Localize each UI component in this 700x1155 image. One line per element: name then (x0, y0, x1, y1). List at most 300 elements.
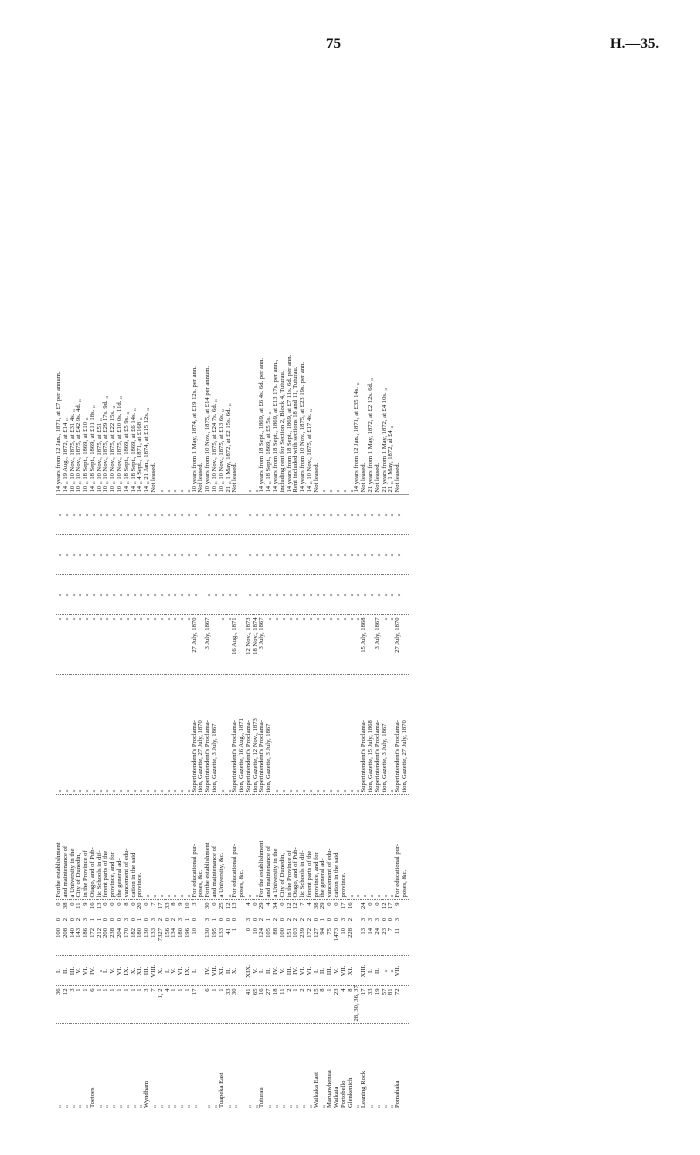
cell-purpose: Forthe establishment (56, 795, 63, 900)
cell-locality: „ (95, 1105, 103, 1108)
cell-block: VII. (212, 956, 219, 986)
cell-section: 8 (320, 986, 327, 1024)
cell-perches: 0 (210, 902, 218, 906)
cell-ditto-1: „ (97, 575, 104, 615)
cell-section: 1 (110, 986, 117, 1024)
cell-date: „ (273, 615, 280, 675)
cell-ditto-2: „ (334, 535, 341, 575)
cell-ditto-2 (402, 535, 409, 575)
cell-block: II. (226, 956, 233, 986)
table-row (402, 80, 409, 1110)
cell-perches: 34 (272, 902, 279, 910)
cell-ditto-3: „ (341, 495, 348, 535)
cell-lease-terms: 14 „ 19 Aug., 1872, at £14 „ (61, 418, 69, 493)
cell-date: 18 Nov., 1874 (253, 615, 260, 675)
cell-lease-terms: Not leased. (312, 462, 320, 493)
cell-lease-terms: „ (339, 489, 347, 493)
cell-block: VII. (395, 956, 402, 986)
cell-ditto-2: „ (219, 535, 226, 575)
cell-ditto-2: „ (192, 535, 199, 575)
cell-lease-terms: „ (170, 489, 178, 493)
cell-block: II. (375, 956, 382, 986)
cell-locality: „ (231, 1105, 239, 1108)
cell-lease-terms: including rent for Section 2, Block 4, Tuturau. (278, 370, 286, 493)
page-number: 75 (326, 36, 341, 52)
cell-roods: 3 (149, 918, 157, 922)
cell-acres: 0 (246, 926, 253, 956)
cell-perches: 38 (61, 902, 69, 910)
cell-ditto-1: „ (334, 575, 341, 615)
cell-lease-terms: „ (346, 489, 354, 493)
cell-locality: „ (116, 1105, 124, 1108)
cell-perches: 9 (82, 902, 90, 906)
cell-locality: „ (136, 1105, 144, 1108)
cell-roods: 3 (360, 918, 368, 922)
cell-ditto-2: „ (185, 535, 192, 575)
cell-ditto-2: „ (368, 535, 375, 575)
cell-ditto-1: „ (348, 575, 355, 615)
cell-lease-terms: 10 „ 10 Nov., 1875, at £10 0s. 11d. „ (116, 396, 124, 493)
cell-perches: 25 (217, 902, 225, 910)
cell-purpose: „ (226, 795, 233, 900)
cell-locality: Toetoes (88, 1087, 96, 1108)
cell-ditto-1: „ (131, 575, 138, 615)
cell-ditto-1: „ (137, 575, 144, 615)
cell-perches: 20 (136, 902, 144, 910)
cell-locality: „ (387, 1105, 395, 1108)
cell-acres: 88 (273, 926, 280, 956)
cell-perches: 0 (333, 902, 341, 906)
cell-ditto-3: „ (110, 495, 117, 535)
table-row (192, 80, 199, 1110)
cell-purpose: For the establishment (259, 795, 266, 900)
cell-date: 27 July, 1870 (192, 615, 199, 675)
cell-ditto-2: „ (293, 535, 300, 575)
cell-acres: 105 (266, 926, 273, 956)
cell-purpose: and maintenance of (266, 795, 273, 900)
cell-block: XI. (137, 956, 144, 986)
cell-roods: 0 (231, 918, 239, 922)
cell-locality (198, 1024, 205, 1110)
cell-locality: Maruawhenua (326, 1070, 334, 1108)
cell-roods: 3 (339, 918, 347, 922)
cell-purpose: the general ad- (117, 795, 124, 900)
cell-authority: „ (341, 675, 348, 795)
cell-date: „ (56, 615, 63, 675)
cell-ditto-3: „ (158, 495, 165, 535)
cell-locality: Waikaka East (312, 1072, 320, 1108)
cell-authority: „ (90, 675, 97, 795)
cell-locality: „ (55, 1105, 62, 1108)
cell-ditto-3: „ (300, 495, 307, 535)
cell-lease-terms: „ (163, 489, 171, 493)
cell-locality: „ (305, 1105, 313, 1108)
cell-authority: „ (131, 675, 138, 795)
cell-roods: 0 (163, 918, 171, 922)
cell-date: „ (226, 615, 233, 675)
cell-perches: 3 (190, 902, 198, 906)
cell-purpose: „ (354, 795, 361, 900)
cell-purpose: „ (375, 795, 382, 900)
cell-block: IX. (185, 956, 192, 986)
cell-date: „ (314, 615, 321, 675)
cell-date: „ (110, 615, 117, 675)
cell-ditto-3 (402, 495, 409, 535)
cell-section: 3 (70, 986, 77, 1024)
cell-block: IV. (273, 956, 280, 986)
cell-purpose: „ (171, 795, 178, 900)
cell-acres: 143 (76, 926, 83, 956)
cell-ditto-3: „ (144, 495, 151, 535)
cell-roods: 0 (224, 918, 232, 922)
cell-ditto-2: „ (171, 535, 178, 575)
cell-locality: „ (373, 1105, 381, 1108)
cell-ditto-2: „ (144, 535, 151, 575)
cell-purpose: „ (165, 795, 172, 900)
cell-ditto-3: „ (205, 495, 212, 535)
cell-acres: 13 (361, 926, 368, 956)
cell-ditto-1: „ (70, 575, 77, 615)
cell-authority: „ (117, 675, 124, 795)
cell-section: 1 (137, 986, 144, 1024)
cell-block: V. (334, 956, 341, 986)
cell-block: IV. (293, 956, 300, 986)
cell-ditto-2: „ (90, 535, 97, 575)
cell-perches: 0 (116, 902, 124, 906)
cell-ditto-3: „ (70, 495, 77, 535)
cell-acres: 156 (165, 926, 172, 956)
cell-date: „ (382, 615, 389, 675)
cell-lease-terms: „ (333, 489, 341, 493)
cell-purpose: a University in the (273, 795, 280, 900)
cell-acres: 170 (124, 926, 131, 956)
cell-ditto-3: „ (90, 495, 97, 535)
cell-ditto-1: „ (307, 575, 314, 615)
cell-locality: „ (292, 1105, 300, 1108)
cell-date: „ (144, 615, 151, 675)
cell-acres: 200 (103, 926, 110, 956)
cell-section: 4 (165, 986, 172, 1024)
cell-authority: „ (103, 675, 110, 795)
cell-block: VI. (178, 956, 185, 986)
cell-locality: „ (265, 1105, 273, 1108)
cell-locality: „ (177, 1105, 185, 1108)
cell-perches: 8 (170, 902, 178, 906)
cell-section: 1 (124, 986, 131, 1024)
cell-purpose: „ (361, 795, 368, 900)
cell-ditto-1: „ (273, 575, 280, 615)
cell-perches: 30 (204, 902, 212, 910)
cell-block: III. (327, 956, 334, 986)
cell-date: 3 July, 1867 (259, 615, 266, 675)
cell-authority: „ (165, 675, 172, 795)
cell-section: 19 (375, 986, 382, 1024)
cell-block: II. (63, 956, 70, 986)
cell-perches: 29 (258, 902, 266, 910)
cell-section: 7 (151, 986, 158, 1024)
cell-section: 8 (348, 986, 355, 1024)
cell-ditto-1: „ (124, 575, 131, 615)
cell-roods: 0 (190, 918, 198, 922)
cell-authority: „ (76, 675, 83, 795)
cell-purpose: a University in the (70, 795, 77, 900)
cell-acres: 212 (97, 926, 104, 956)
cell-section: 2 (300, 986, 307, 1024)
cell-authority: „ (185, 675, 192, 795)
cell-date: „ (165, 615, 172, 675)
cell-block: IX. (124, 956, 131, 986)
cell-authority: „ (226, 675, 233, 795)
cell-block: IV. (90, 956, 97, 986)
cell-ditto-3: „ (97, 495, 104, 535)
cell-block: III. (144, 956, 151, 986)
cell-ditto-2: „ (259, 535, 266, 575)
cell-ditto-3: „ (226, 495, 233, 535)
cell-ditto-2: „ (327, 535, 334, 575)
cell-section: 1 (212, 986, 219, 1024)
cell-roods (402, 916, 409, 926)
cell-purpose: poses, &c. (239, 795, 246, 900)
cell-authority: „ (144, 675, 151, 795)
cell-block: X. (158, 956, 165, 986)
cell-acres: 10 (192, 926, 199, 956)
cell-lease-terms: 21 years from 1 May, 1872, at £4 10s. „ (380, 387, 388, 493)
cell-lease-terms: 10 „ 10 Nov., 1875, at £13 6s. „ (217, 409, 225, 493)
cell-authority: Superintendent's Proclama- (361, 675, 368, 795)
cell-section: 4 (341, 986, 348, 1024)
cell-ditto-2: „ (341, 535, 348, 575)
cell-date: „ (219, 615, 226, 675)
cell-purpose: vancement of edu- (124, 795, 131, 900)
cell-ditto-3: „ (354, 495, 361, 535)
cell-ditto-3: „ (280, 495, 287, 535)
cell-ditto-3: „ (117, 495, 124, 535)
cell-block: VI. (300, 956, 307, 986)
cell-ditto-2: „ (395, 535, 402, 575)
cell-locality: Glenkenich (346, 1077, 354, 1108)
cell-ditto-2: „ (314, 535, 321, 575)
cell-ditto-1: „ (300, 575, 307, 615)
cell-authority: tion, Gazette, 27 July, 1870 (198, 675, 205, 795)
cell-acres: 41 (226, 926, 233, 956)
cell-lease-terms: 10 „ 10 Nov., 1875, at £29 17s. 9d. „ (102, 395, 110, 493)
cell-lease-terms: Not leased. (231, 462, 239, 493)
cell-purpose: For educational pur- (395, 795, 402, 900)
cell-ditto-1: „ (83, 575, 90, 615)
cell-perches: 29 (319, 902, 327, 910)
cell-ditto-2: „ (137, 535, 144, 575)
cell-perches: 12 (292, 902, 300, 910)
cell-perches: 0 (129, 902, 137, 906)
cell-ditto-3: „ (212, 495, 219, 535)
cell-ditto-2: „ (266, 535, 273, 575)
cell-date: „ (320, 615, 327, 675)
cell-section: 1 (219, 986, 226, 1024)
cell-locality: Pomahaka (394, 1080, 402, 1108)
cell-ditto-1: „ (388, 575, 395, 615)
cell-lease-terms: Not leased. (197, 462, 205, 493)
cell-acres: 94 (320, 926, 327, 956)
cell-lease-terms: 10 „ 18 Sept., 1869, at £10 „ (82, 417, 90, 493)
cell-purpose: a University, &c. (219, 795, 226, 900)
cell-roods: 0 (129, 918, 137, 922)
cell-ditto-1: „ (76, 575, 83, 615)
cell-date: „ (300, 615, 307, 675)
cell-lease-terms: 14 years from 18 Sept., 1869, at £6 4s. 6d. per ann. (258, 357, 266, 493)
cell-authority: „ (287, 675, 294, 795)
cell-locality (402, 1024, 409, 1110)
cell-block: XI. (348, 956, 355, 986)
cell-lease-terms: „ (156, 489, 164, 493)
cell-ditto-3: „ (361, 495, 368, 535)
cell-perches: 33 (163, 902, 171, 910)
cell-ditto-2: „ (131, 535, 138, 575)
cell-perches: 10 (183, 902, 191, 910)
cell-ditto-3: „ (388, 495, 395, 535)
cell-ditto-1: „ (165, 575, 172, 615)
cell-ditto-3: „ (219, 495, 226, 535)
cell-perches: 0 (102, 902, 110, 906)
cell-ditto-1: „ (226, 575, 233, 615)
cell-ditto-2: „ (300, 535, 307, 575)
cell-section: 1 (97, 986, 104, 1024)
cell-date: „ (171, 615, 178, 675)
cell-lease-terms: 10 years from 10 Nov., 1875, at £14 per annum. (204, 366, 212, 493)
cell-lease-terms: 10 „ 10 Nov., 1875, at £24 7s. 6d. „ (210, 399, 218, 493)
cell-ditto-3: „ (171, 495, 178, 535)
cell-ditto-1: „ (253, 575, 260, 615)
cell-date: 3 July, 1867 (375, 615, 382, 675)
cell-purpose: For educational pur- (232, 795, 239, 900)
cell-acres: 180 (178, 926, 185, 956)
cell-perches: 7 (299, 902, 307, 906)
cell-authority: „ (334, 675, 341, 795)
cell-ditto-1: „ (287, 575, 294, 615)
cell-ditto-3: „ (232, 495, 239, 535)
cell-roods: 0 (55, 918, 62, 922)
cell-perches: 38 (312, 902, 320, 910)
cell-section: 27 (266, 986, 273, 1024)
cell-authority: „ (97, 675, 104, 795)
cell-locality: Wyndham (143, 1080, 151, 1108)
cell-acres: 100 (56, 926, 63, 956)
cell-date: „ (334, 615, 341, 675)
cell-ditto-2: „ (273, 535, 280, 575)
cell-date: „ (348, 615, 355, 675)
cell-date (402, 615, 409, 675)
cell-purpose: „ (253, 795, 260, 900)
cell-ditto-3: „ (266, 495, 273, 535)
cell-ditto-2: „ (354, 535, 361, 575)
cell-authority: „ (307, 675, 314, 795)
cell-authority: „ (219, 675, 226, 795)
cell-roods: 1 (265, 918, 273, 922)
cell-ditto-1: „ (212, 575, 219, 615)
cell-section: 81 (388, 986, 395, 1024)
cell-section: 65 (253, 986, 260, 1024)
cell-block: III. (70, 956, 77, 986)
cell-perches: 12 (224, 902, 232, 910)
cell-roods: 2 (61, 918, 69, 922)
cell-roods: 3 (373, 918, 381, 922)
cell-ditto-1: „ (375, 575, 382, 615)
cell-date: „ (124, 615, 131, 675)
cell-perches: 4 (244, 902, 252, 906)
cell-ditto-2: „ (205, 535, 212, 575)
cell-section: 11 (280, 986, 287, 1024)
cell-ditto-1: „ (158, 575, 165, 615)
cell-block: X. (131, 956, 138, 986)
cell-block: VI. (83, 956, 90, 986)
cell-date: 27 July, 1870 (395, 615, 402, 675)
cell-perches: 13 (95, 902, 103, 910)
cell-ditto-1: „ (314, 575, 321, 615)
cell-roods: 2 (285, 918, 293, 922)
cell-acres: 10 (341, 926, 348, 956)
cell-ditto-3: „ (348, 495, 355, 535)
cell-lease-terms: „ (319, 489, 327, 493)
cell-ditto-2: „ (165, 535, 172, 575)
cell-perches: 0 (55, 902, 62, 906)
cell-acres: 133 (219, 926, 226, 956)
cell-block: I. (192, 956, 199, 986)
cell-lease-terms: Not leased. (149, 462, 157, 493)
cell-roods: 3 (122, 918, 130, 922)
cell-ditto-2: „ (348, 535, 355, 575)
cell-authority: „ (110, 675, 117, 795)
cell-ditto-2: „ (178, 535, 185, 575)
cell-roods: 3 (366, 918, 374, 922)
cell-section: 1, 2 (158, 986, 165, 1024)
cell-ditto-2: „ (226, 535, 233, 575)
cell-perches: 17 (339, 902, 347, 910)
cell-roods: 1 (319, 918, 327, 922)
cell-perches: 0 (278, 902, 286, 906)
cell-roods: 3 (394, 918, 402, 922)
cell-ditto-3: „ (131, 495, 138, 535)
cell-ditto-2: „ (212, 535, 219, 575)
cell-perches: 17 (156, 902, 164, 910)
cell-ditto-3: „ (327, 495, 334, 535)
cell-authority: „ (273, 675, 280, 795)
cell-section: 6 (90, 986, 97, 1024)
cell-purpose: City of Dunedin, (76, 795, 83, 900)
cell-section: 36 (56, 986, 63, 1024)
cell-acres: 14 (368, 926, 375, 956)
cell-authority: „ (280, 675, 287, 795)
cell-purpose: „ (368, 795, 375, 900)
cell-date: „ (354, 615, 361, 675)
cell-section: 6 (205, 986, 212, 1024)
cell-locality: „ (82, 1105, 90, 1108)
cell-ditto-1: „ (185, 575, 192, 615)
cell-roods: 0 (278, 918, 286, 922)
cell-purpose: Otago, and of Pub- (293, 795, 300, 900)
cell-ditto-1: „ (320, 575, 327, 615)
cell-lease-terms: 10 „ 10 Nov., 1875, at £42 9s. 4d. „ (75, 399, 83, 493)
cell-block: I. (165, 956, 172, 986)
cell-locality: „ (204, 1105, 212, 1108)
cell-locality: „ (156, 1105, 164, 1108)
cell-ditto-3: „ (151, 495, 158, 535)
cell-lease-terms: 14 years from 10 Nov., 1875, at £23 19s. per ann. (299, 361, 307, 493)
cell-lease-terms: 14 „ 18 Sept., 1869, at £6 14s. „ (129, 408, 137, 493)
cell-date: „ (97, 615, 104, 675)
cell-section: 33 (226, 986, 233, 1024)
cell-roods: 0 (143, 918, 151, 922)
cell-acres: 130 (205, 926, 212, 956)
cell-section: 41 (246, 986, 253, 1024)
